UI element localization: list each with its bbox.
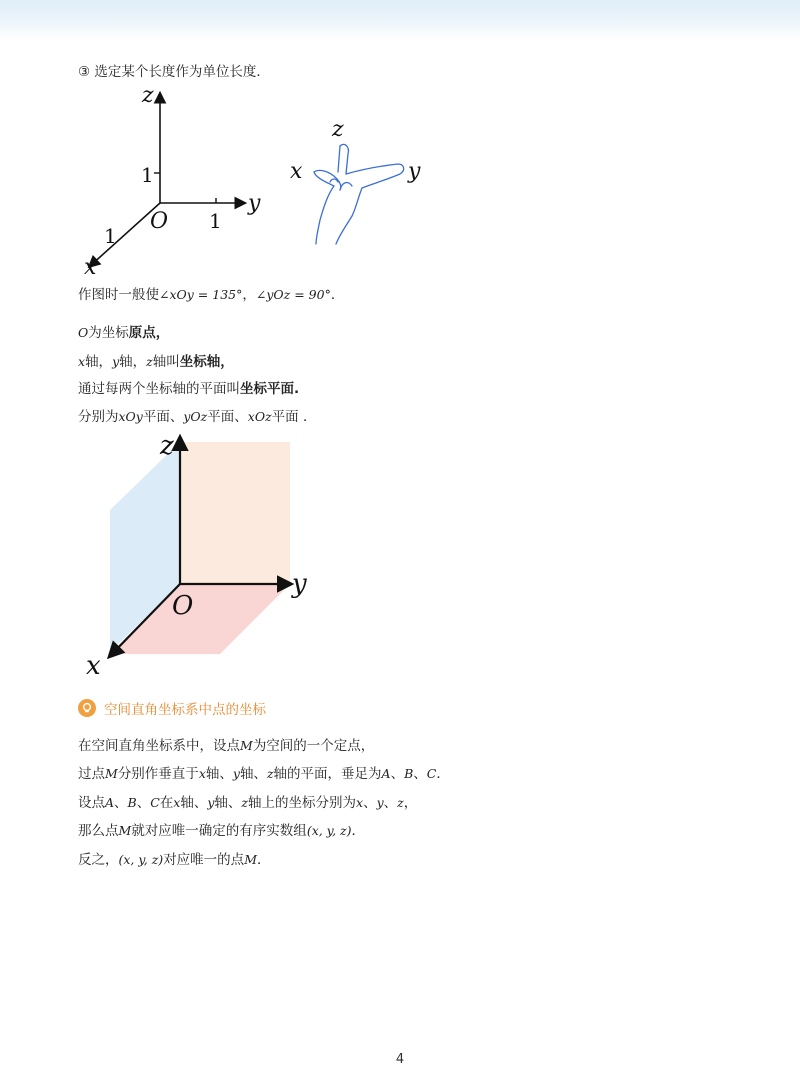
- plane-xoy: xOy: [118, 409, 143, 424]
- bulb-icon: [78, 699, 96, 717]
- y-label: y: [248, 191, 261, 216]
- p4-b: 就对应唯一确定的有序实数组: [131, 823, 307, 839]
- planes-list: [78, 408, 316, 426]
- angle-convention-line: [78, 286, 344, 304]
- p1-a: 在空间直角坐标系中，设点: [78, 738, 240, 754]
- p3-d: 在: [159, 795, 174, 811]
- origin-text: 为坐标: [88, 325, 129, 341]
- origin-term: 原点，: [128, 325, 170, 341]
- plane-xoz: xOz: [247, 409, 272, 424]
- section-heading-text: 空间直角坐标系中点的坐标: [104, 702, 266, 718]
- planes-prefix: 分别为: [78, 409, 119, 425]
- para-line-4: [78, 822, 365, 840]
- fig2-z-label: z: [160, 431, 174, 461]
- plane-definition: [78, 380, 299, 398]
- p1-b: 为空间的一个定点，: [252, 738, 375, 754]
- p3-a: 设点: [78, 795, 105, 811]
- p2-c: 轴、: [205, 766, 233, 782]
- hand-y-label: y: [408, 159, 421, 184]
- plane-text: 通过每两个坐标轴的平面叫: [78, 381, 240, 397]
- angle-prefix: 作图时一般使: [78, 287, 159, 303]
- p3-y2: y: [376, 795, 384, 810]
- planes-sep-2: 平面、: [207, 409, 248, 425]
- p5-a: 反之，: [78, 852, 119, 868]
- axes-text-3: 轴叫: [152, 354, 180, 370]
- origin-definition: [78, 324, 169, 342]
- p5-c: ．: [257, 852, 271, 868]
- p3-x2: x: [356, 795, 364, 810]
- angle-yoz: ∠yOz = 90°: [255, 287, 331, 302]
- right-hand-figure: [290, 112, 430, 252]
- x-symbol: x: [78, 354, 86, 369]
- para-line-1: [78, 737, 374, 755]
- p3-B: B: [127, 795, 137, 810]
- p3-y: y: [207, 795, 215, 810]
- para-line-5: [78, 851, 271, 869]
- angle-sep: ，: [242, 287, 256, 303]
- fig2-y-label: y: [292, 569, 307, 599]
- plane-term: 坐标平面.: [240, 381, 300, 397]
- p4-tuple: (x, y, z): [306, 823, 352, 838]
- p2-g: 、: [413, 766, 427, 782]
- p2-M: M: [105, 766, 118, 781]
- p3-b: 、: [114, 795, 128, 811]
- p4-c: ．: [351, 823, 365, 839]
- section-heading: [78, 698, 266, 718]
- hand-x-label: x: [290, 159, 303, 184]
- unit-z-label: 1: [141, 163, 154, 187]
- p1-M: M: [240, 738, 253, 753]
- angle-xoy: ∠xOy = 135°: [159, 287, 243, 302]
- p2-C: C: [426, 766, 437, 781]
- y-symbol: y: [112, 354, 120, 369]
- origin-label: O: [150, 209, 169, 234]
- axes-text-1: 轴，: [85, 354, 113, 370]
- angle-end: ．: [330, 287, 345, 303]
- p3-z2: z: [397, 795, 404, 810]
- p3-g: 轴上的坐标分别为: [248, 795, 357, 811]
- page-number: 4: [395, 1052, 405, 1067]
- p4-a: 那么点: [78, 823, 119, 839]
- p2-d: 轴、: [239, 766, 267, 782]
- unit-x-label: 1: [104, 224, 117, 248]
- hand-z-label: z: [332, 117, 344, 142]
- p3-z: z: [241, 795, 249, 810]
- p2-x: x: [198, 766, 206, 781]
- planes-sep-3: 平面 ．: [271, 409, 317, 425]
- p3-f: 轴、: [214, 795, 242, 811]
- axes-term: 坐标轴，: [179, 354, 234, 370]
- coordinate-planes-figure: [80, 432, 330, 682]
- axes-text-2: 轴，: [119, 354, 147, 370]
- z-symbol: z: [146, 354, 153, 369]
- p2-f: 、: [390, 766, 405, 782]
- p3-j: ，: [403, 795, 418, 811]
- fig2-origin-label: O: [172, 591, 194, 621]
- p2-b: 分别作垂直于: [117, 766, 199, 782]
- axes-figure-1: [78, 80, 278, 280]
- para-line-3: [78, 794, 417, 812]
- p2-A: A: [381, 766, 391, 781]
- axes-definition: [78, 353, 234, 371]
- p3-c: 、: [136, 795, 151, 811]
- unit-y-label: 1: [209, 209, 222, 233]
- p2-y: y: [232, 766, 240, 781]
- z-label: z: [142, 83, 154, 108]
- p3-x: x: [173, 795, 181, 810]
- p3-i: 、: [383, 795, 398, 811]
- fig2-x-label: x: [86, 651, 101, 681]
- top-banner: [0, 0, 800, 40]
- p2-a: 过点: [78, 766, 105, 782]
- x-label: x: [84, 255, 97, 280]
- p2-z: z: [266, 766, 274, 781]
- p2-e: 轴的平面，垂足为: [273, 766, 382, 782]
- origin-symbol: O: [78, 325, 89, 340]
- p3-h: 、: [363, 795, 377, 811]
- step-3-text: ③ 选定某个长度作为单位长度．: [78, 64, 270, 80]
- p4-M: M: [118, 823, 132, 838]
- p5-b: 对应唯一的点: [163, 852, 245, 868]
- p3-C: C: [150, 795, 160, 810]
- para-line-2: [78, 765, 450, 783]
- p3-e: 轴、: [180, 795, 208, 811]
- p2-h: ．: [436, 766, 450, 782]
- p5-tuple: (x, y, z): [118, 852, 164, 867]
- plane-yoz-face: [180, 442, 290, 584]
- p3-A: A: [105, 795, 115, 810]
- hand-drawing: [314, 144, 404, 244]
- p2-B: B: [404, 766, 414, 781]
- planes-sep-1: 平面、: [142, 409, 184, 425]
- plane-yoz: yOz: [183, 409, 208, 424]
- p5-M: M: [244, 852, 257, 867]
